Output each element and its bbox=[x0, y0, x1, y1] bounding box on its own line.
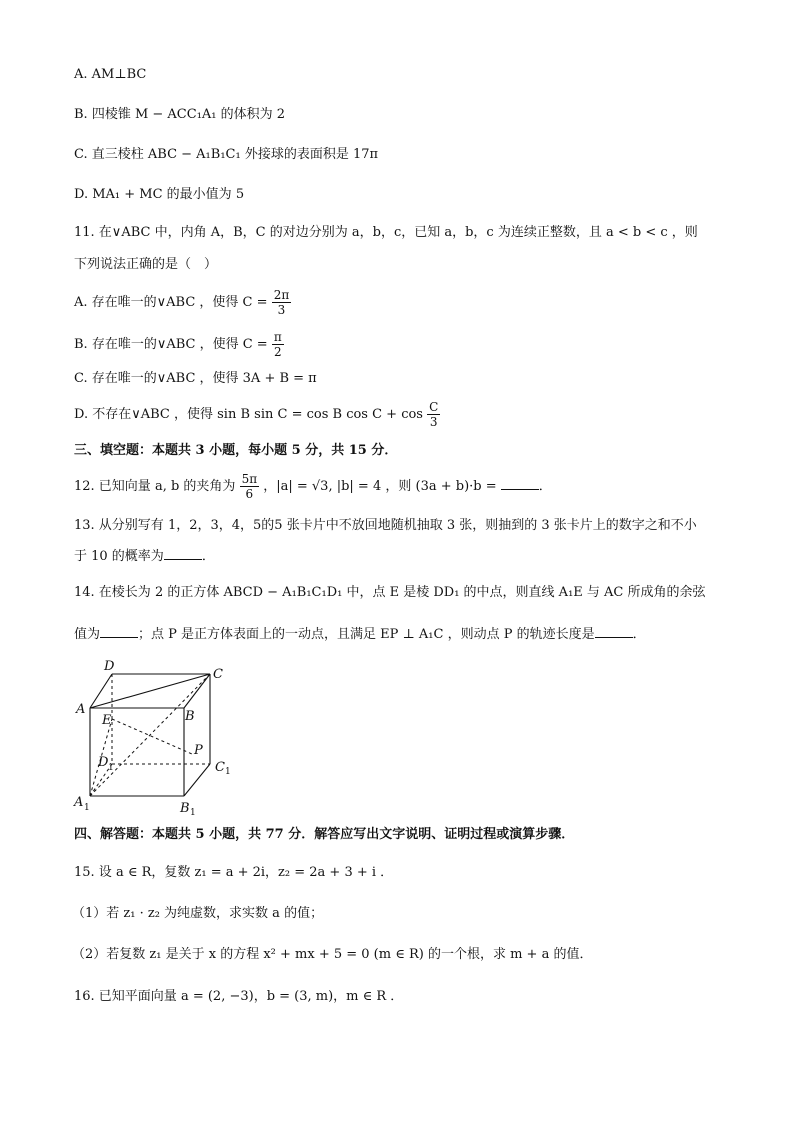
q13-line1: 13. 从分别写有 1，2，3，4，5的5 张卡片中不放回地随机抽取 3 张，则抽到的 3 张卡片上的数字之和不小 bbox=[74, 518, 697, 533]
fraction bbox=[240, 472, 260, 501]
q13-end: ． bbox=[201, 549, 215, 564]
section-4-heading: 四、解答题：本题共 5 小题，共 77 分．解答应写出文字说明、证明过程或演算步骤． bbox=[74, 827, 575, 842]
diagonal-ac bbox=[90, 674, 210, 708]
q15-part2: （2）若复数 z₁ 是关于 x 的方程 x² + mx + 5 = 0 (m ∈ R) 的一个根，求 m + a 的值． bbox=[72, 947, 593, 962]
label-b: B bbox=[185, 709, 195, 724]
q10-option-b: B. 四棱锥 M − ACC₁A₁ 的体积为 2 bbox=[74, 107, 286, 122]
q15-part1: （1）若 z₁ · z₂ 为纯虚数，求实数 a 的值； bbox=[72, 906, 324, 921]
q13-line2 bbox=[74, 547, 215, 566]
label-b1: B bbox=[180, 801, 190, 816]
label-c1-subscript: 1 bbox=[225, 767, 231, 777]
q11-option-a-text: A. 存在唯一的∨ABC ，使得 C = bbox=[74, 295, 268, 310]
answer-blank bbox=[501, 477, 539, 490]
q14-line2-prefix: 值为 bbox=[74, 627, 101, 642]
label-e: E bbox=[102, 713, 112, 728]
q11-option-b bbox=[74, 330, 284, 359]
label-a1-subscript: 1 bbox=[84, 803, 90, 813]
label-a1: A bbox=[74, 795, 84, 810]
label-c: C bbox=[213, 667, 223, 682]
q12-mid: ，|a| = √3, |b| = 4 ，则 (3a + b)·b = bbox=[263, 479, 497, 494]
fraction-denominator: 3 bbox=[277, 303, 286, 317]
fraction-numerator: 5π bbox=[241, 472, 258, 486]
label-d: D bbox=[104, 660, 115, 674]
edge-bc bbox=[184, 674, 210, 708]
fraction-denominator: 2 bbox=[273, 345, 282, 359]
q11-option-a bbox=[74, 288, 291, 317]
q11-option-d-text: D. 不存在∨ABC ，使得 sin B sin C = cos B cos C + cos bbox=[74, 407, 423, 422]
q14-line2-mid: ；点 P 是正方体表面上的一动点，且满足 EP ⊥ A₁C ，则动点 P 的轨迹长度是 bbox=[138, 627, 595, 642]
q11-option-c: C. 存在唯一的∨ABC ，使得 3A + B = π bbox=[74, 371, 317, 386]
label-b1-subscript: 1 bbox=[190, 808, 196, 818]
fraction bbox=[427, 400, 440, 429]
q11-option-d bbox=[74, 400, 440, 429]
edge-b1c1 bbox=[184, 764, 210, 796]
q15-stem: 15. 设 a ∈ R，复数 z₁ = a + 2i，z₂ = 2a + 3 + i ． bbox=[74, 865, 394, 880]
fraction-numerator: π bbox=[273, 330, 282, 344]
answer-blank bbox=[164, 547, 202, 560]
cube-figure bbox=[72, 660, 242, 818]
answer-blank bbox=[595, 625, 633, 638]
q14-line2 bbox=[74, 625, 646, 644]
fraction-denominator: 6 bbox=[245, 487, 254, 501]
label-p: P bbox=[194, 743, 203, 758]
q12-prefix: 12. 已知向量 a, b 的夹角为 bbox=[74, 479, 236, 494]
q11-stem-line2: 下列说法正确的是（ ） bbox=[74, 257, 218, 272]
q10-option-c: C. 直三棱柱 ABC − A₁B₁C₁ 外接球的表面积是 17π bbox=[74, 147, 379, 162]
q13-line2-text: 于 10 的概率为 bbox=[74, 549, 164, 564]
label-d1-subscript: 1 bbox=[108, 763, 114, 773]
q11-option-b-text: B. 存在唯一的∨ABC ，使得 C = bbox=[74, 337, 268, 352]
q14-end: ． bbox=[632, 627, 646, 642]
segment-ep bbox=[112, 719, 192, 754]
fraction-numerator: 2π bbox=[273, 288, 290, 302]
label-d1: D bbox=[98, 755, 109, 770]
q10-option-d: D. MA₁ + MC 的最小值为 5 bbox=[74, 187, 245, 202]
answer-blank bbox=[100, 625, 138, 638]
fraction-denominator: 3 bbox=[429, 415, 438, 429]
q14-line1: 14. 在棱长为 2 的正方体 ABCD − A₁B₁C₁D₁ 中，点 E 是棱 DD₁ 的中点，则直线 A₁E 与 AC 所成角的余弦 bbox=[74, 585, 706, 600]
q16-stem: 16. 已知平面向量 a = (2, −3)，b = (3, m)，m ∈ R ． bbox=[74, 989, 404, 1004]
fraction-numerator: C bbox=[429, 400, 439, 414]
label-c1: C bbox=[215, 760, 225, 775]
q10-option-a: A. AM⊥BC bbox=[74, 67, 147, 82]
fraction bbox=[272, 330, 284, 359]
q12-end: ． bbox=[538, 479, 552, 494]
q11-stem-line1: 11. 在∨ABC 中，内角 A，B，C 的对边分别为 a，b，c，已知 a，b，c 为连续正整数，且 a < b < c ，则 bbox=[74, 225, 698, 240]
label-a: A bbox=[76, 702, 86, 717]
diagonal-a1c bbox=[90, 674, 210, 796]
section-3-heading: 三、填空题：本题共 3 小题，每小题 5 分，共 15 分． bbox=[74, 443, 398, 458]
fraction bbox=[272, 288, 292, 317]
q12-line bbox=[74, 472, 552, 501]
